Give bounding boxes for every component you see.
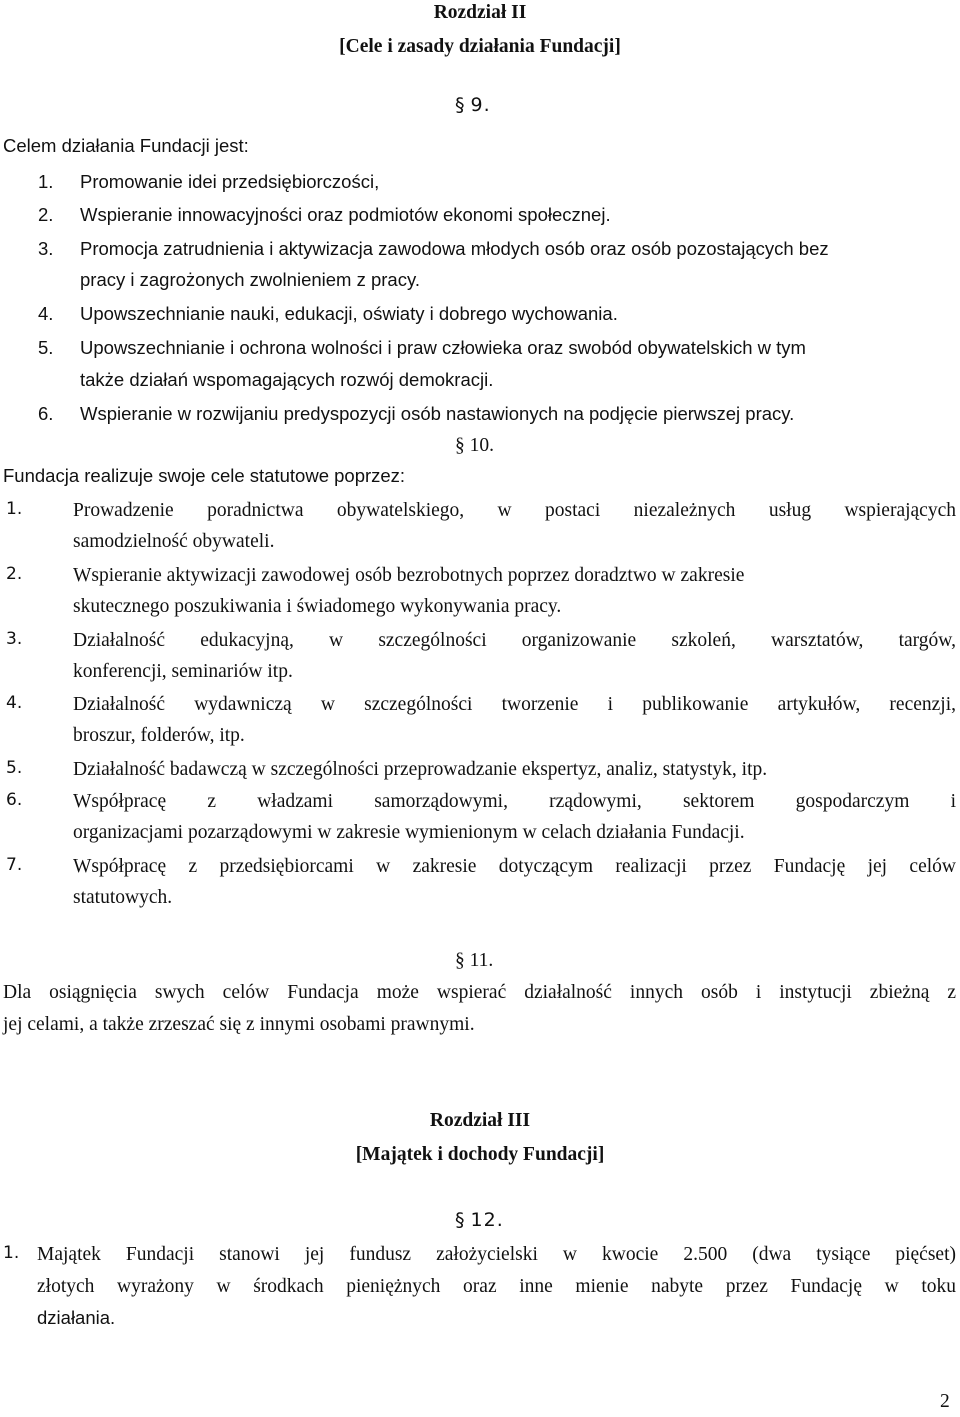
list-number: 7. bbox=[6, 855, 23, 875]
list-item-text: Prowadzenie poradnictwa obywatelskiego, w postaci niezależnych usług wspierających bbox=[73, 500, 956, 521]
list-item-text: Promowanie idei przedsiębiorczości, bbox=[80, 171, 380, 192]
section-number: 9. bbox=[470, 94, 491, 116]
section-number: 10. bbox=[469, 435, 494, 456]
list-number: 4. bbox=[38, 303, 54, 324]
list-item-text: także działań wspomagających rozwój demokracji. bbox=[80, 369, 494, 390]
section-intro: Fundacja realizuje swoje cele statutowe poprzez: bbox=[3, 465, 406, 486]
page-number: 2 bbox=[940, 1391, 950, 1412]
section-mark: § bbox=[455, 94, 465, 116]
section-intro: Celem działania Fundacji jest: bbox=[3, 135, 249, 156]
list-item-text: pracy i zagrożonych zwolnieniem z pracy. bbox=[80, 269, 420, 290]
list-item-text: złotych wyrażony w środkach pieniężnych oraz inne mienie nabyte przez Fundację w toku bbox=[37, 1276, 956, 1297]
list-item-text: samodzielność obywateli. bbox=[73, 531, 275, 552]
section-number: 12. bbox=[470, 1209, 504, 1231]
list-item-text: Działalność wydawniczą w szczególności tworzenie i publikowanie artykułów, recenzji, bbox=[73, 694, 956, 715]
chapter-subtitle: [Cele i zasady działania Fundacji] bbox=[339, 36, 621, 57]
chapter-subtitle: [Majątek i dochody Fundacji] bbox=[355, 1144, 605, 1165]
list-number: 6. bbox=[6, 790, 23, 810]
list-number: 6. bbox=[38, 403, 54, 424]
list-item-text: Współpracę z przedsiębiorcami w zakresie dotyczącym realizacji przez Fundację jej celów bbox=[73, 856, 956, 877]
chapter-title: Rozdział III bbox=[429, 1110, 531, 1131]
list-item-text: statutowych. bbox=[73, 887, 173, 908]
list-number: 1. bbox=[3, 1243, 20, 1263]
list-number: 3. bbox=[38, 238, 54, 259]
list-number: 4. bbox=[6, 693, 23, 713]
list-item-text: organizacjami pozarządowymi w zakresie wymienionym w celach działania Fundacji. bbox=[73, 822, 745, 843]
list-number: 2. bbox=[6, 564, 23, 584]
list-item-text: Działalność edukacyjną, w szczególności organizowanie szkoleń, warsztatów, targów, bbox=[73, 630, 956, 651]
list-item-text: Upowszechnianie nauki, edukacji, oświaty i dobrego wychowania. bbox=[80, 303, 618, 324]
list-number: 5. bbox=[38, 337, 54, 358]
list-item-text: konferencji, seminariów itp. bbox=[73, 661, 293, 682]
section-mark: § bbox=[455, 950, 465, 971]
section-heading-10 bbox=[455, 436, 494, 456]
list-item-text: Działalność badawczą w szczególności przeprowadzanie ekspertyz, analiz, statystyk, itp. bbox=[73, 759, 768, 780]
section-mark: § bbox=[455, 1209, 465, 1231]
section-heading-12 bbox=[455, 1211, 504, 1230]
section-number: 11. bbox=[469, 950, 494, 971]
section-heading-9 bbox=[455, 96, 491, 115]
list-number: 1. bbox=[38, 171, 54, 192]
section-mark: § bbox=[455, 435, 465, 456]
list-item-text: Wspieranie aktywizacji zawodowej osób bezrobotnych poprzez doradztwo w zakresie bbox=[73, 565, 745, 586]
list-item-text: działania. bbox=[37, 1307, 116, 1328]
list-item-text: Promocja zatrudnienia i aktywizacja zawodowa młodych osób oraz osób pozostających bez bbox=[80, 238, 829, 259]
list-item-text: Współpracę z władzami samorządowymi, rządowymi, sektorem gospodarczym i bbox=[73, 791, 956, 812]
list-item-text: skutecznego poszukiwania i świadomego wykonywania pracy. bbox=[73, 596, 562, 617]
list-number: 1. bbox=[6, 499, 23, 519]
list-item-text: Upowszechnianie i ochrona wolności i praw człowieka oraz swobód obywatelskich w tym bbox=[80, 337, 806, 358]
list-item-text: Wspieranie w rozwijaniu predyspozycji osób nastawionych na podjęcie pierwszej pracy. bbox=[80, 403, 795, 424]
paragraph-line: Dla osiągnięcia swych celów Fundacja może wspierać działalność innych osób i instytucji zbieżną z bbox=[3, 982, 956, 1003]
list-number: 5. bbox=[6, 758, 23, 778]
list-number: 3. bbox=[6, 629, 23, 649]
list-item-text: broszur, folderów, itp. bbox=[73, 725, 245, 746]
chapter-title: Rozdział II bbox=[433, 2, 527, 23]
list-item-text: Wspieranie innowacyjności oraz podmiotów ekonomi społecznej. bbox=[80, 204, 611, 225]
paragraph-line: jej celami, a także zrzeszać się z innymi osobami prawnymi. bbox=[3, 1014, 475, 1035]
section-heading-11 bbox=[455, 951, 493, 971]
list-number: 2. bbox=[38, 204, 54, 225]
list-item-text: Majątek Fundacji stanowi jej fundusz założycielski w kwocie 2.500 (dwa tysiące pięćset) bbox=[37, 1244, 956, 1265]
